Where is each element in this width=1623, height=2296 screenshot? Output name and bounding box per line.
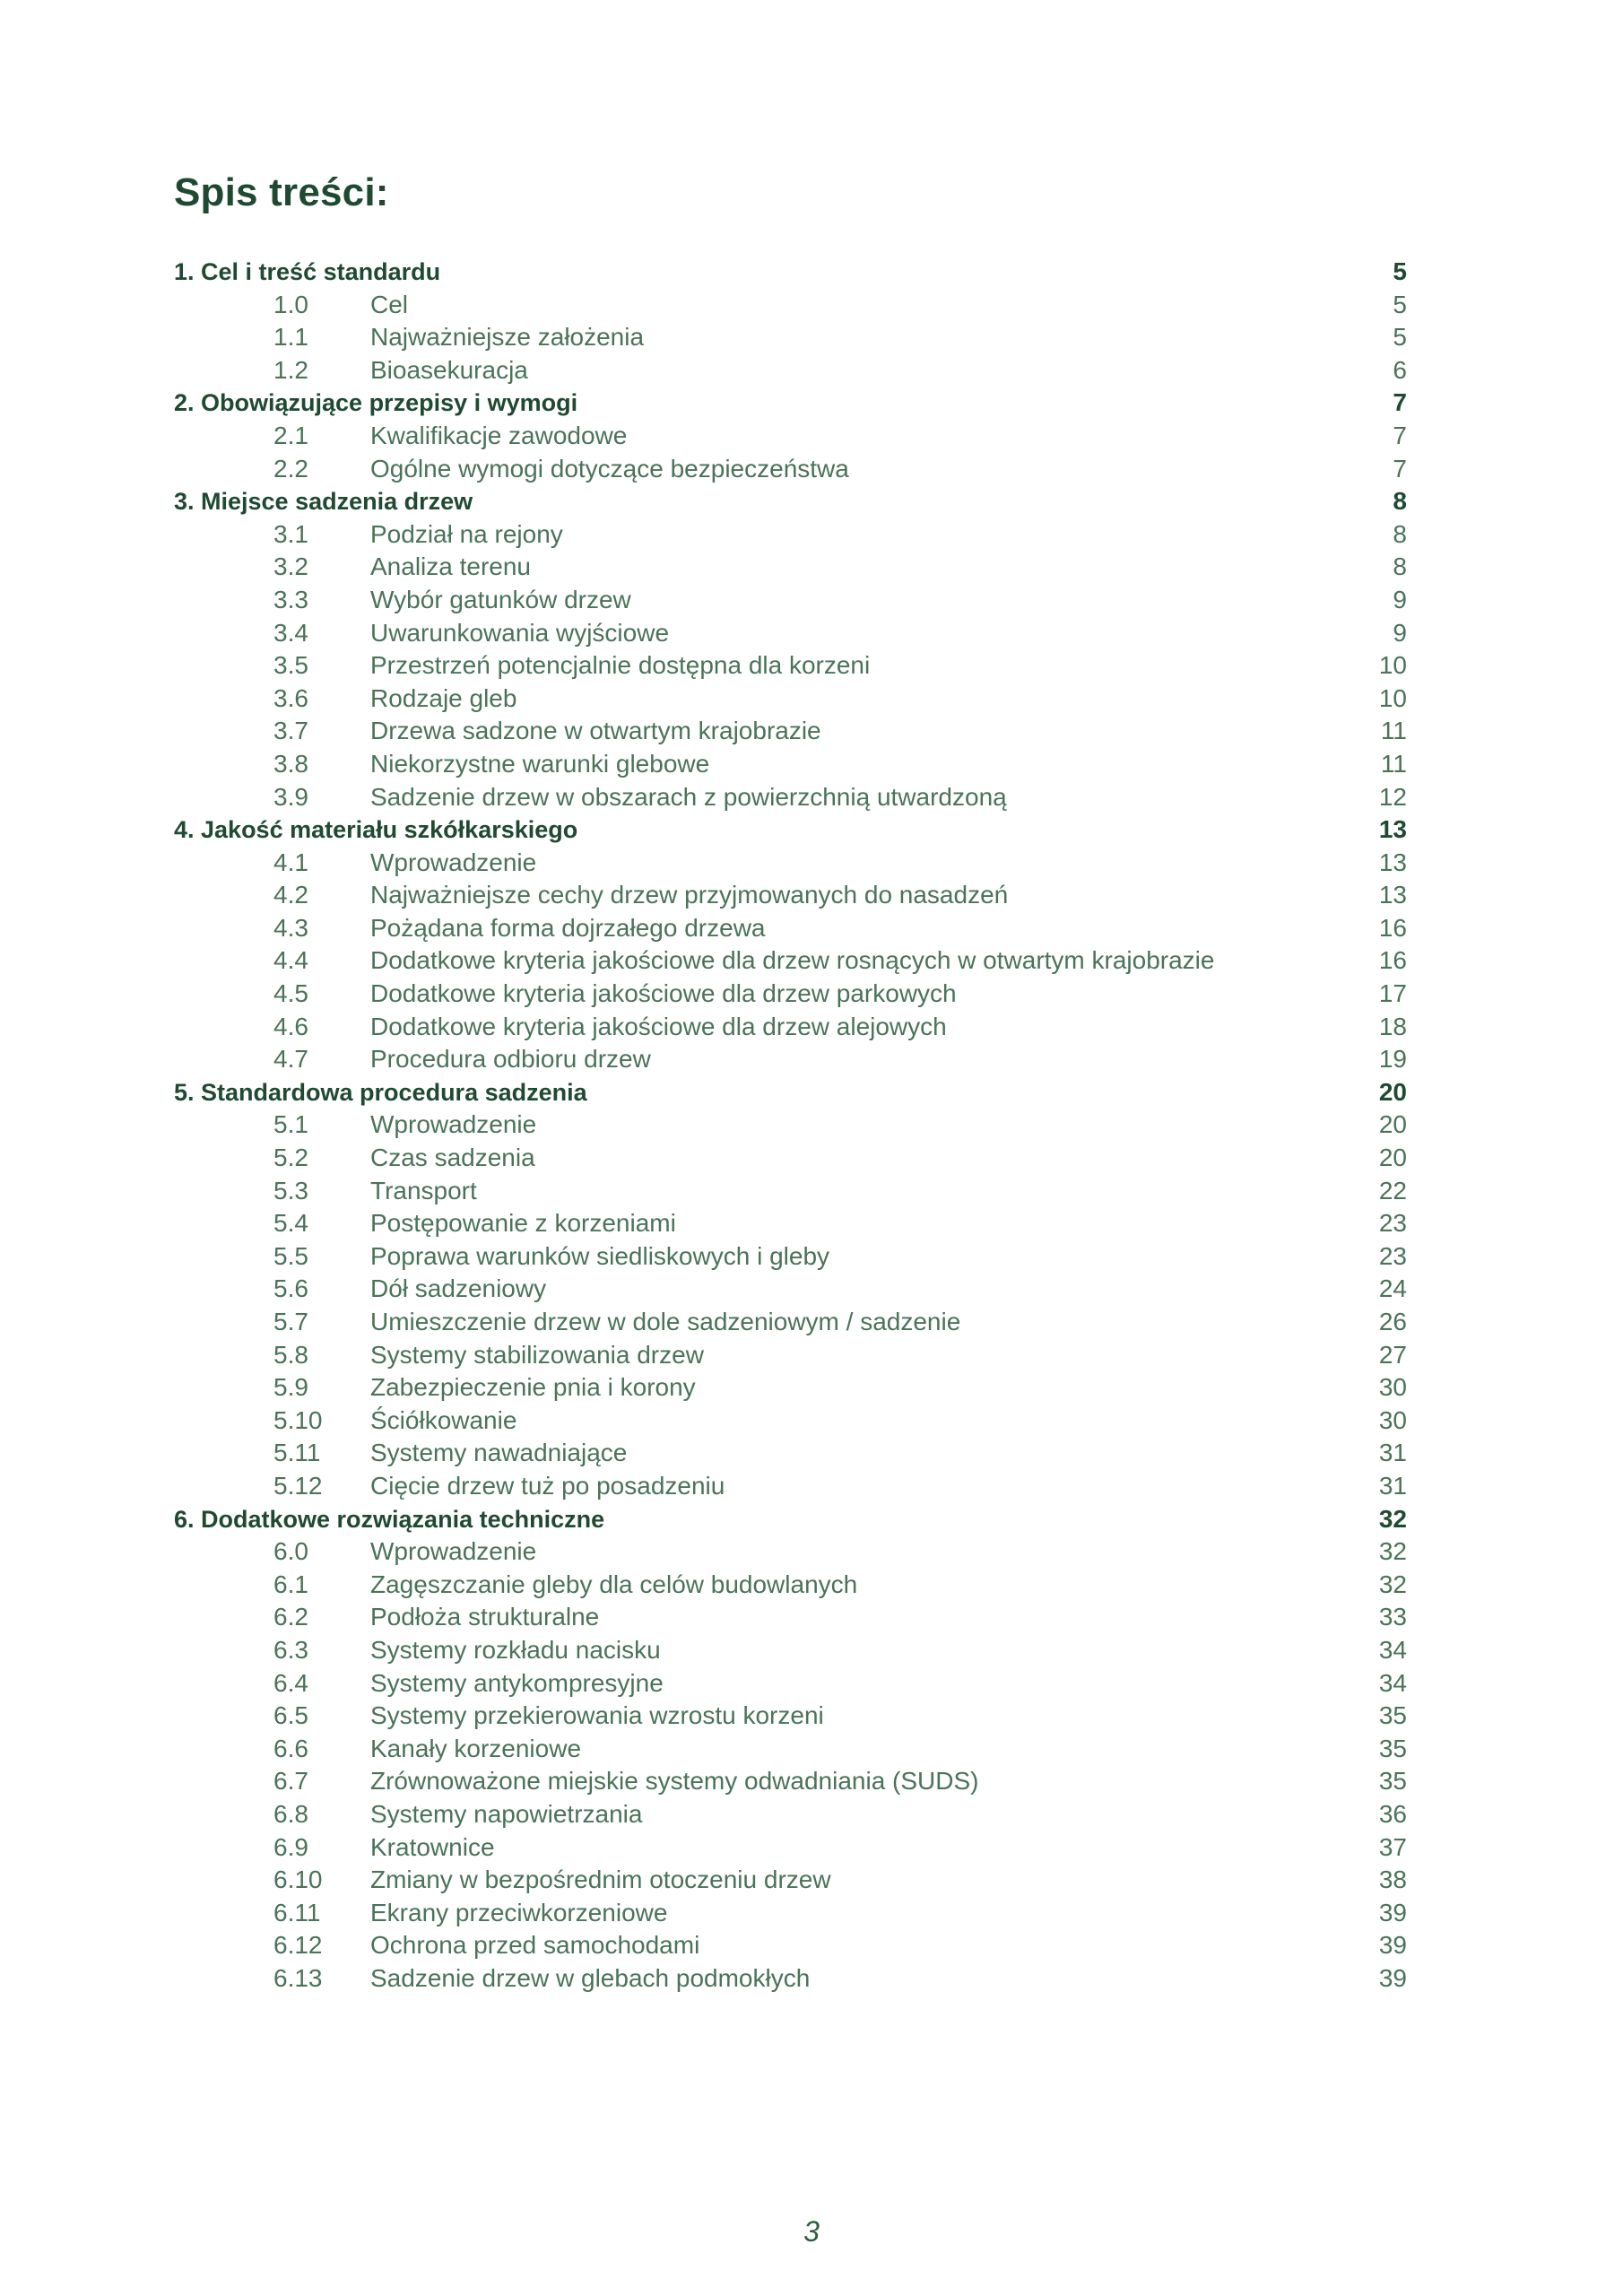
entry-number: 3.8	[273, 749, 308, 778]
entry-page-number: 27	[1378, 1340, 1407, 1369]
entry-number: 6.5	[273, 1701, 308, 1730]
entry-title: Wprowadzenie	[370, 1110, 537, 1139]
entry-title: Dodatkowe kryteria jakościowe dla drzew parkowych	[370, 979, 957, 1008]
entry-number: 4.2	[273, 881, 308, 909]
entry-page-number: 23	[1378, 1241, 1407, 1270]
section-title: 4. Jakość materiału szkółkarskiego	[174, 816, 578, 844]
entry-page-number: 32	[1378, 1570, 1407, 1598]
entry-title: Wprowadzenie	[370, 1537, 537, 1566]
entry-title: Zmiany w bezpośrednim otoczeniu drzew	[370, 1866, 831, 1894]
entry-title: Zagęszczanie gleby dla celów budowlanych	[370, 1570, 858, 1598]
entry-page-number: 36	[1378, 1799, 1407, 1828]
section-title: 6. Dodatkowe rozwiązania techniczne	[174, 1505, 605, 1533]
entry-page-number: 8	[1393, 552, 1407, 581]
entry-title: Wybór gatunków drzew	[370, 585, 631, 613]
entry-page-number: 13	[1378, 881, 1407, 909]
entry-number: 4.1	[273, 848, 308, 876]
entry-page-number: 22	[1378, 1176, 1407, 1205]
toc-section-heading[interactable]	[174, 485, 1420, 518]
entry-page-number: 33	[1378, 1603, 1407, 1631]
toc-entry[interactable]	[174, 1207, 1420, 1240]
entry-title: Ekrany przeciwkorzeniowe	[370, 1898, 668, 1926]
entry-page-number: 30	[1378, 1373, 1407, 1402]
entry-title: Postępowanie z korzeniami	[370, 1209, 676, 1238]
toc-entry[interactable]	[174, 683, 1420, 716]
entry-number: 3.4	[273, 618, 308, 647]
toc-entry[interactable]	[174, 1601, 1420, 1634]
entry-title: Cięcie drzew tuż po posadzeniu	[370, 1471, 725, 1500]
entry-title: Najważniejsze cechy drzew przyjmowanych do nasadzeń	[370, 881, 1009, 909]
entry-title: Dodatkowe kryteria jakościowe dla drzew alejowych	[370, 1012, 947, 1040]
entry-page-number: 30	[1378, 1405, 1407, 1434]
entry-title: Systemy stabilizowania drzew	[370, 1340, 704, 1369]
section-page-number: 20	[1378, 1077, 1407, 1106]
entry-page-number: 9	[1393, 618, 1407, 647]
entry-page-number: 12	[1378, 782, 1407, 811]
entry-page-number: 35	[1378, 1767, 1407, 1796]
entry-page-number: 31	[1378, 1439, 1407, 1467]
entry-number: 3.3	[273, 585, 308, 613]
toc-section-heading[interactable]	[174, 256, 1420, 289]
entry-title: Bioasekuracja	[370, 355, 528, 384]
toc-entry[interactable]	[174, 1765, 1420, 1798]
toc-entry[interactable]	[174, 1306, 1420, 1339]
toc-section-heading[interactable]	[174, 813, 1420, 847]
entry-number: 6.8	[273, 1799, 308, 1828]
entry-number: 6.1	[273, 1570, 308, 1598]
entry-number: 6.12	[273, 1931, 323, 1960]
toc-entry[interactable]	[174, 1634, 1420, 1667]
entry-title: Kanały korzeniowe	[370, 1734, 582, 1762]
entry-page-number: 19	[1378, 1045, 1407, 1074]
entry-title: Podział na rejony	[370, 519, 563, 548]
toc-entry[interactable]	[174, 584, 1420, 617]
entry-page-number: 10	[1378, 651, 1407, 680]
entry-title: Podłoża strukturalne	[370, 1603, 600, 1631]
toc-entry[interactable]	[174, 1371, 1420, 1405]
entry-page-number: 20	[1378, 1110, 1407, 1139]
entry-page-number: 35	[1378, 1734, 1407, 1762]
toc-entry[interactable]	[174, 748, 1420, 781]
toc-entry[interactable]	[174, 1011, 1420, 1044]
toc-entry[interactable]	[174, 715, 1420, 748]
entry-title: Kratownice	[370, 1832, 495, 1861]
entry-title: Systemy antykompresyjne	[370, 1668, 664, 1697]
entry-number: 6.7	[273, 1767, 308, 1796]
entry-number: 1.2	[273, 355, 308, 384]
toc-entry[interactable]	[174, 617, 1420, 650]
entry-page-number: 7	[1393, 454, 1407, 483]
entry-page-number: 16	[1378, 946, 1407, 975]
entry-title: Systemy napowietrzania	[370, 1799, 643, 1828]
toc-entry[interactable]	[174, 1175, 1420, 1208]
entry-number: 4.3	[273, 913, 308, 942]
toc-entry[interactable]	[174, 1929, 1420, 1962]
toc-entry[interactable]	[174, 847, 1420, 880]
toc-entry[interactable]	[174, 781, 1420, 814]
toc-entry[interactable]	[174, 912, 1420, 945]
entry-number: 5.1	[273, 1110, 308, 1139]
entry-number: 2.1	[273, 421, 308, 449]
entry-number: 5.3	[273, 1176, 308, 1205]
entry-page-number: 34	[1378, 1635, 1407, 1664]
entry-number: 5.12	[273, 1471, 323, 1500]
entry-title: Najważniejsze założenia	[370, 323, 645, 352]
toc-entry[interactable]	[174, 1043, 1420, 1076]
entry-page-number: 11	[1380, 749, 1407, 778]
entry-page-number: 18	[1378, 1012, 1407, 1040]
entry-number: 3.1	[273, 519, 308, 548]
entry-number: 2.2	[273, 454, 308, 483]
toc-entry[interactable]	[174, 1667, 1420, 1700]
entry-title: Dodatkowe kryteria jakościowe dla drzew rosnących w otwartym krajobrazie	[370, 946, 1215, 975]
toc-entry[interactable]	[174, 1273, 1420, 1306]
entry-title: Analiza terenu	[370, 552, 532, 581]
entry-title: Ochrona przed samochodami	[370, 1931, 700, 1960]
entry-page-number: 31	[1378, 1471, 1407, 1500]
entry-page-number: 7	[1393, 421, 1407, 449]
toc-entry[interactable]	[174, 1962, 1420, 1996]
entry-title: Systemy rozkładu nacisku	[370, 1635, 661, 1664]
entry-number: 5.5	[273, 1241, 308, 1270]
page-title: Spis treści:	[174, 170, 389, 214]
entry-page-number: 9	[1393, 585, 1407, 613]
entry-number: 1.0	[273, 290, 308, 318]
section-page-number: 32	[1378, 1504, 1407, 1533]
toc-entry[interactable]	[174, 1437, 1420, 1470]
section-title: 1. Cel i treść standardu	[174, 258, 441, 285]
toc-entry[interactable]	[174, 453, 1420, 486]
toc-entry[interactable]	[174, 1864, 1420, 1897]
section-page-number: 13	[1378, 815, 1407, 844]
toc-entry[interactable]	[174, 1405, 1420, 1438]
table-of-contents	[174, 256, 1420, 1995]
entry-page-number: 16	[1378, 913, 1407, 942]
toc-entry[interactable]	[174, 1831, 1420, 1865]
toc-entry[interactable]	[174, 1700, 1420, 1733]
toc-entry[interactable]	[174, 518, 1420, 552]
entry-title: Drzewa sadzone w otwartym krajobrazie	[370, 717, 821, 745]
entry-page-number: 39	[1378, 1963, 1407, 1992]
toc-entry[interactable]	[174, 289, 1420, 322]
toc-entry[interactable]	[174, 1897, 1420, 1930]
entry-title: Zabezpieczenie pnia i korony	[370, 1373, 696, 1402]
entry-number: 6.4	[273, 1668, 308, 1697]
toc-entry[interactable]	[174, 1142, 1420, 1175]
entry-title: Czas sadzenia	[370, 1144, 535, 1172]
entry-number: 3.2	[273, 552, 308, 581]
entry-page-number: 39	[1378, 1898, 1407, 1926]
entry-number: 4.4	[273, 946, 308, 975]
entry-title: Kwalifikacje zawodowe	[370, 421, 628, 449]
section-title: 2. Obowiązujące przepisy i wymogi	[174, 389, 578, 417]
toc-entry[interactable]	[174, 944, 1420, 978]
entry-page-number: 13	[1378, 848, 1407, 876]
entry-title: Systemy przekierowania wzrostu korzeni	[370, 1701, 824, 1730]
entry-number: 6.6	[273, 1734, 308, 1762]
entry-title: Pożądana forma dojrzałego drzewa	[370, 913, 766, 942]
entry-title: Ogólne wymogi dotyczące bezpieczeństwa	[370, 454, 849, 483]
entry-number: 3.7	[273, 717, 308, 745]
entry-number: 5.4	[273, 1209, 308, 1238]
entry-number: 5.10	[273, 1405, 323, 1434]
toc-entry[interactable]	[174, 1339, 1420, 1372]
entry-number: 5.2	[273, 1144, 308, 1172]
entry-title: Dół sadzeniowy	[370, 1274, 547, 1303]
entry-number: 5.11	[273, 1439, 321, 1467]
entry-page-number: 6	[1393, 355, 1407, 384]
entry-number: 6.0	[273, 1537, 308, 1566]
section-page-number: 7	[1393, 388, 1407, 417]
toc-section-heading[interactable]	[174, 1076, 1420, 1109]
section-title: 3. Miejsce sadzenia drzew	[174, 488, 473, 516]
entry-page-number: 8	[1393, 519, 1407, 548]
toc-entry[interactable]	[174, 321, 1420, 354]
entry-page-number: 10	[1378, 683, 1407, 712]
entry-number: 4.5	[273, 979, 308, 1008]
entry-title: Uwarunkowania wyjściowe	[370, 618, 670, 647]
toc-entry[interactable]	[174, 649, 1420, 683]
toc-entry[interactable]	[174, 879, 1420, 912]
entry-number: 4.6	[273, 1012, 308, 1040]
toc-entry[interactable]	[174, 1470, 1420, 1503]
entry-page-number: 23	[1378, 1209, 1407, 1238]
entry-number: 5.9	[273, 1373, 308, 1402]
entry-title: Poprawa warunków siedliskowych i gleby	[370, 1241, 830, 1270]
entry-title: Ściółkowanie	[370, 1405, 517, 1434]
entry-title: Procedura odbioru drzew	[370, 1045, 651, 1074]
entry-page-number: 5	[1393, 323, 1407, 352]
entry-page-number: 5	[1393, 290, 1407, 318]
entry-number: 5.6	[273, 1274, 308, 1303]
entry-title: Niekorzystne warunki glebowe	[370, 749, 710, 778]
toc-entry[interactable]	[174, 1569, 1420, 1602]
entry-title: Systemy nawadniające	[370, 1439, 628, 1467]
entry-number: 6.3	[273, 1635, 308, 1664]
entry-title: Umieszczenie drzew w dole sadzeniowym / sadzenie	[370, 1308, 961, 1335]
entry-title: Transport	[370, 1176, 477, 1205]
toc-entry[interactable]	[174, 420, 1420, 453]
entry-number: 6.11	[273, 1898, 321, 1926]
entry-title: Cel	[370, 290, 409, 318]
section-page-number: 5	[1393, 257, 1407, 285]
toc-entry[interactable]	[174, 1535, 1420, 1569]
entry-page-number: 17	[1378, 979, 1407, 1008]
toc-section-heading[interactable]	[174, 387, 1420, 420]
toc-entry[interactable]	[174, 1240, 1420, 1274]
entry-number: 3.9	[273, 782, 308, 811]
entry-title: Zrównoważone miejskie systemy odwadniania (SUDS)	[370, 1767, 979, 1796]
entry-page-number: 39	[1378, 1931, 1407, 1960]
entry-page-number: 26	[1378, 1308, 1407, 1335]
entry-number: 3.5	[273, 651, 308, 680]
toc-section-heading[interactable]	[174, 1503, 1420, 1536]
entry-number: 5.7	[273, 1308, 308, 1335]
entry-number: 4.7	[273, 1045, 308, 1074]
entry-title: Rodzaje gleb	[370, 683, 517, 712]
entry-number: 1.1	[273, 323, 308, 352]
toc-entry[interactable]	[174, 1733, 1420, 1766]
entry-page-number: 34	[1378, 1668, 1407, 1697]
entry-number: 6.9	[273, 1832, 308, 1861]
entry-title: Wprowadzenie	[370, 848, 537, 876]
toc-entry[interactable]	[174, 1109, 1420, 1142]
entry-page-number: 20	[1378, 1144, 1407, 1172]
toc-entry[interactable]	[174, 354, 1420, 387]
entry-number: 6.10	[273, 1866, 323, 1894]
entry-title: Przestrzeń potencjalnie dostępna dla korzeni	[370, 651, 871, 680]
entry-page-number: 24	[1378, 1274, 1407, 1303]
entry-number: 6.2	[273, 1603, 308, 1631]
toc-entry[interactable]	[174, 551, 1420, 584]
entry-page-number: 37	[1378, 1832, 1407, 1861]
toc-entry[interactable]	[174, 1798, 1420, 1831]
entry-page-number: 38	[1378, 1866, 1407, 1894]
entry-page-number: 32	[1378, 1537, 1407, 1566]
entry-title: Sadzenie drzew w glebach podmokłych	[370, 1963, 811, 1992]
entry-page-number: 35	[1378, 1701, 1407, 1730]
entry-number: 5.8	[273, 1340, 308, 1369]
section-title: 5. Standardowa procedura sadzenia	[174, 1078, 587, 1106]
entry-number: 3.6	[273, 683, 308, 712]
section-page-number: 8	[1393, 487, 1407, 516]
footer-page-number: 3	[803, 2215, 820, 2248]
entry-title: Sadzenie drzew w obszarach z powierzchnią utwardzoną	[370, 782, 1007, 811]
entry-page-number: 11	[1380, 717, 1407, 745]
toc-entry[interactable]	[174, 978, 1420, 1011]
entry-number: 6.13	[273, 1963, 323, 1992]
